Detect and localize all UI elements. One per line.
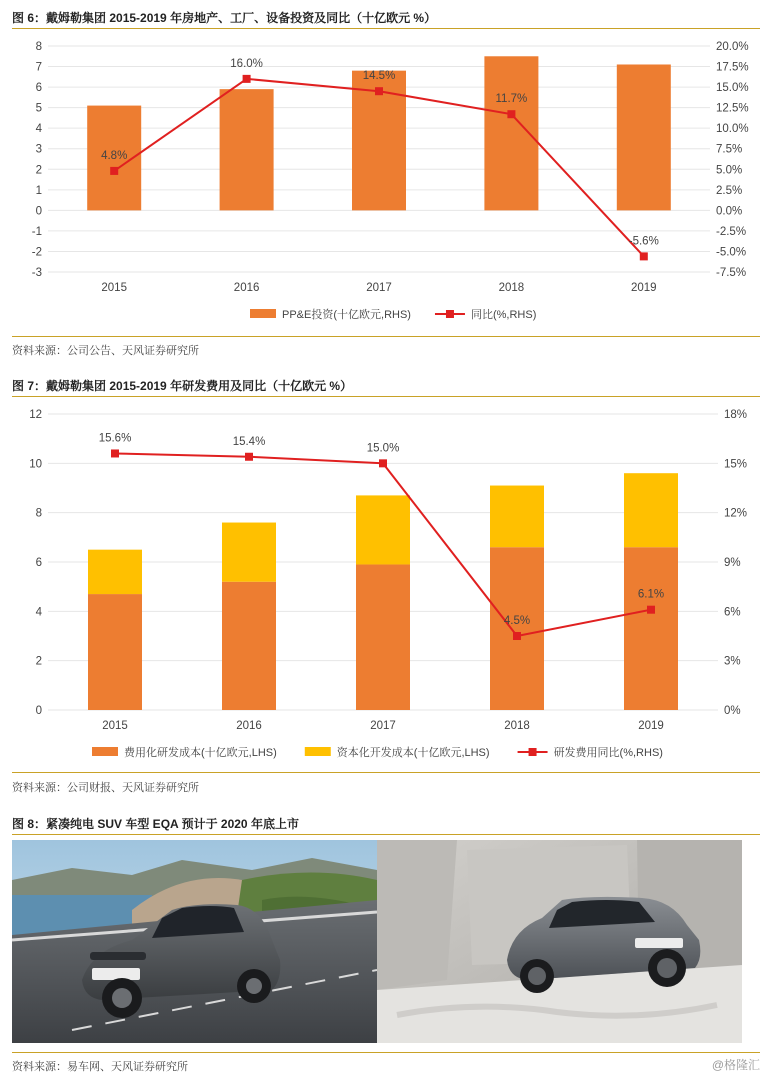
fig7-x-tick: 2017 bbox=[370, 720, 396, 732]
fig7-bar-secondary bbox=[222, 523, 276, 582]
fig7-y-left-tick: 0 bbox=[35, 705, 42, 717]
fig7-y-right-tick: 12% bbox=[724, 507, 748, 520]
fig6-y-right-tick: -2.5% bbox=[716, 225, 747, 238]
fig6-y-right-tick: -7.5% bbox=[716, 267, 747, 279]
fig6-y-right-tick: 7.5% bbox=[716, 143, 743, 156]
fig7-line-point bbox=[111, 449, 119, 457]
fig6-y-left-tick: -2 bbox=[31, 246, 42, 259]
fig6-y-right-tick: 12.5% bbox=[716, 102, 749, 115]
fig6-y-right-tick: 15.0% bbox=[716, 82, 749, 95]
fig6-legend-label: PP&E投资(十亿欧元,RHS) bbox=[282, 309, 411, 321]
fig7-data-label: 15.0% bbox=[366, 442, 400, 455]
fig6-data-label: -5.6% bbox=[628, 235, 659, 248]
fig7-line-point bbox=[379, 459, 387, 467]
figure-8-bottom-rule bbox=[12, 1052, 760, 1053]
figure-6-source: 资料来源：公司公告、天风证券研究所 bbox=[12, 345, 199, 357]
fig6-x-tick: 2018 bbox=[498, 282, 525, 294]
fig6-y-left-tick: -3 bbox=[31, 267, 42, 279]
fig6-y-left-tick: 6 bbox=[35, 82, 42, 95]
fig7-bar-primary bbox=[88, 594, 142, 710]
fig6-data-label: 14.5% bbox=[362, 70, 396, 83]
figure-8-title: 图 8：紧凑纯电 SUV 车型 EQA 预计于 2020 年底上市 bbox=[12, 817, 299, 831]
fig7-bar-secondary bbox=[624, 473, 678, 547]
fig7-x-tick: 2016 bbox=[236, 720, 262, 732]
fig7-y-left-tick: 10 bbox=[29, 458, 42, 471]
fig6-x-tick: 2019 bbox=[631, 282, 657, 294]
figure-6-title: 图 6：戴姆勒集团 2015-2019 年房地产、工厂、设备投资及同比（十亿欧元 %） bbox=[12, 11, 437, 25]
fig7-line-point bbox=[647, 606, 655, 614]
fig7-y-right-tick: 15% bbox=[724, 458, 748, 471]
fig6-data-label: 16.0% bbox=[230, 57, 263, 70]
fig7-bar-primary bbox=[624, 547, 678, 710]
fig6-y-right-tick: 10.0% bbox=[716, 123, 749, 136]
fig6-legend-label: 同比(%,RHS) bbox=[470, 309, 537, 321]
fig6-y-left-tick: -1 bbox=[31, 225, 42, 238]
figure-7-title: 图 7：戴姆勒集团 2015-2019 年研发费用及同比（十亿欧元 %） bbox=[12, 379, 353, 393]
fig7-legend-label: 资本化开发成本(十亿欧元,LHS) bbox=[336, 747, 490, 759]
fig7-data-label: 15.4% bbox=[232, 435, 266, 448]
fig7-legend-swatch bbox=[305, 747, 331, 756]
fig7-y-right-tick: 9% bbox=[724, 557, 741, 569]
fig7-y-right-tick: 3% bbox=[724, 655, 741, 668]
fig6-y-left-tick: 2 bbox=[35, 164, 42, 177]
fig7-legend-marker bbox=[529, 748, 537, 756]
fig6-y-right-tick: 20.0% bbox=[716, 41, 749, 53]
fig7-bar-secondary bbox=[88, 550, 142, 594]
watermark: @格隆汇 bbox=[711, 1058, 760, 1072]
fig7-bar-secondary bbox=[356, 495, 410, 564]
photo-suv-coastal-road bbox=[12, 840, 377, 1043]
fig6-y-left-tick: 4 bbox=[35, 123, 42, 136]
fig7-bar-secondary bbox=[490, 486, 544, 548]
fig7-y-right-tick: 0% bbox=[724, 705, 741, 717]
fig6-x-tick: 2017 bbox=[366, 282, 392, 294]
figure-7-source: 资料来源：公司财报、天风证券研究所 bbox=[12, 782, 199, 794]
suv-driving-illustration bbox=[12, 840, 377, 1043]
fig7-y-right-tick: 18% bbox=[724, 409, 748, 421]
fig7-legend-label: 研发费用同比(%,RHS) bbox=[553, 747, 663, 759]
fig7-x-tick: 2019 bbox=[638, 720, 664, 732]
fig7-y-left-tick: 6 bbox=[35, 557, 42, 569]
fig6-y-left-tick: 1 bbox=[35, 184, 42, 197]
fig7-y-left-tick: 8 bbox=[35, 507, 42, 520]
fig7-data-label: 4.5% bbox=[503, 615, 531, 627]
fig6-y-left-tick: 0 bbox=[35, 205, 42, 218]
fig6-x-tick: 2016 bbox=[233, 282, 260, 294]
fig6-y-right-tick: 2.5% bbox=[716, 184, 743, 197]
fig6-y-left-tick: 3 bbox=[35, 143, 42, 156]
fig7-legend-swatch bbox=[92, 747, 118, 756]
fig6-y-right-tick: -5.0% bbox=[716, 246, 747, 259]
fig7-bar-primary bbox=[356, 564, 410, 710]
fig6-data-label: 4.8% bbox=[101, 149, 128, 162]
fig7-y-left-tick: 2 bbox=[35, 655, 42, 668]
fig6-x-tick: 2015 bbox=[101, 282, 127, 294]
fig7-x-tick: 2018 bbox=[504, 720, 530, 732]
fig7-legend-label: 费用化研发成本(十亿欧元,LHS) bbox=[124, 747, 277, 759]
figure-7-bottom-rule bbox=[12, 772, 760, 773]
photo-suv-stone-quarry bbox=[377, 840, 742, 1043]
fig6-y-right-tick: 5.0% bbox=[716, 164, 743, 177]
figure-8-source: 资料来源：易车网、天风证券研究所 bbox=[12, 1061, 188, 1073]
fig7-bar-primary bbox=[490, 547, 544, 710]
fig6-y-left-tick: 7 bbox=[35, 61, 42, 74]
fig6-data-label: 11.7% bbox=[495, 93, 528, 106]
fig7-y-left-tick: 12 bbox=[29, 409, 42, 421]
fig7-data-label: 6.1% bbox=[637, 588, 665, 601]
fig7-line-point bbox=[513, 632, 521, 640]
fig7-y-left-tick: 4 bbox=[35, 606, 42, 619]
fig7-bar-primary bbox=[222, 582, 276, 710]
fig6-y-right-tick: 0.0% bbox=[716, 205, 743, 218]
fig7-line-point bbox=[245, 453, 253, 461]
fig7-x-tick: 2015 bbox=[102, 720, 128, 732]
figure-8-top-rule bbox=[12, 834, 760, 835]
fig6-y-right-tick: 17.5% bbox=[716, 61, 749, 74]
suv-parked-illustration bbox=[377, 840, 742, 1043]
fig7-y-right-tick: 6% bbox=[724, 606, 741, 619]
fig7-data-label: 15.6% bbox=[98, 432, 132, 445]
fig6-y-left-tick: 8 bbox=[35, 41, 42, 53]
fig6-y-left-tick: 5 bbox=[35, 102, 42, 115]
